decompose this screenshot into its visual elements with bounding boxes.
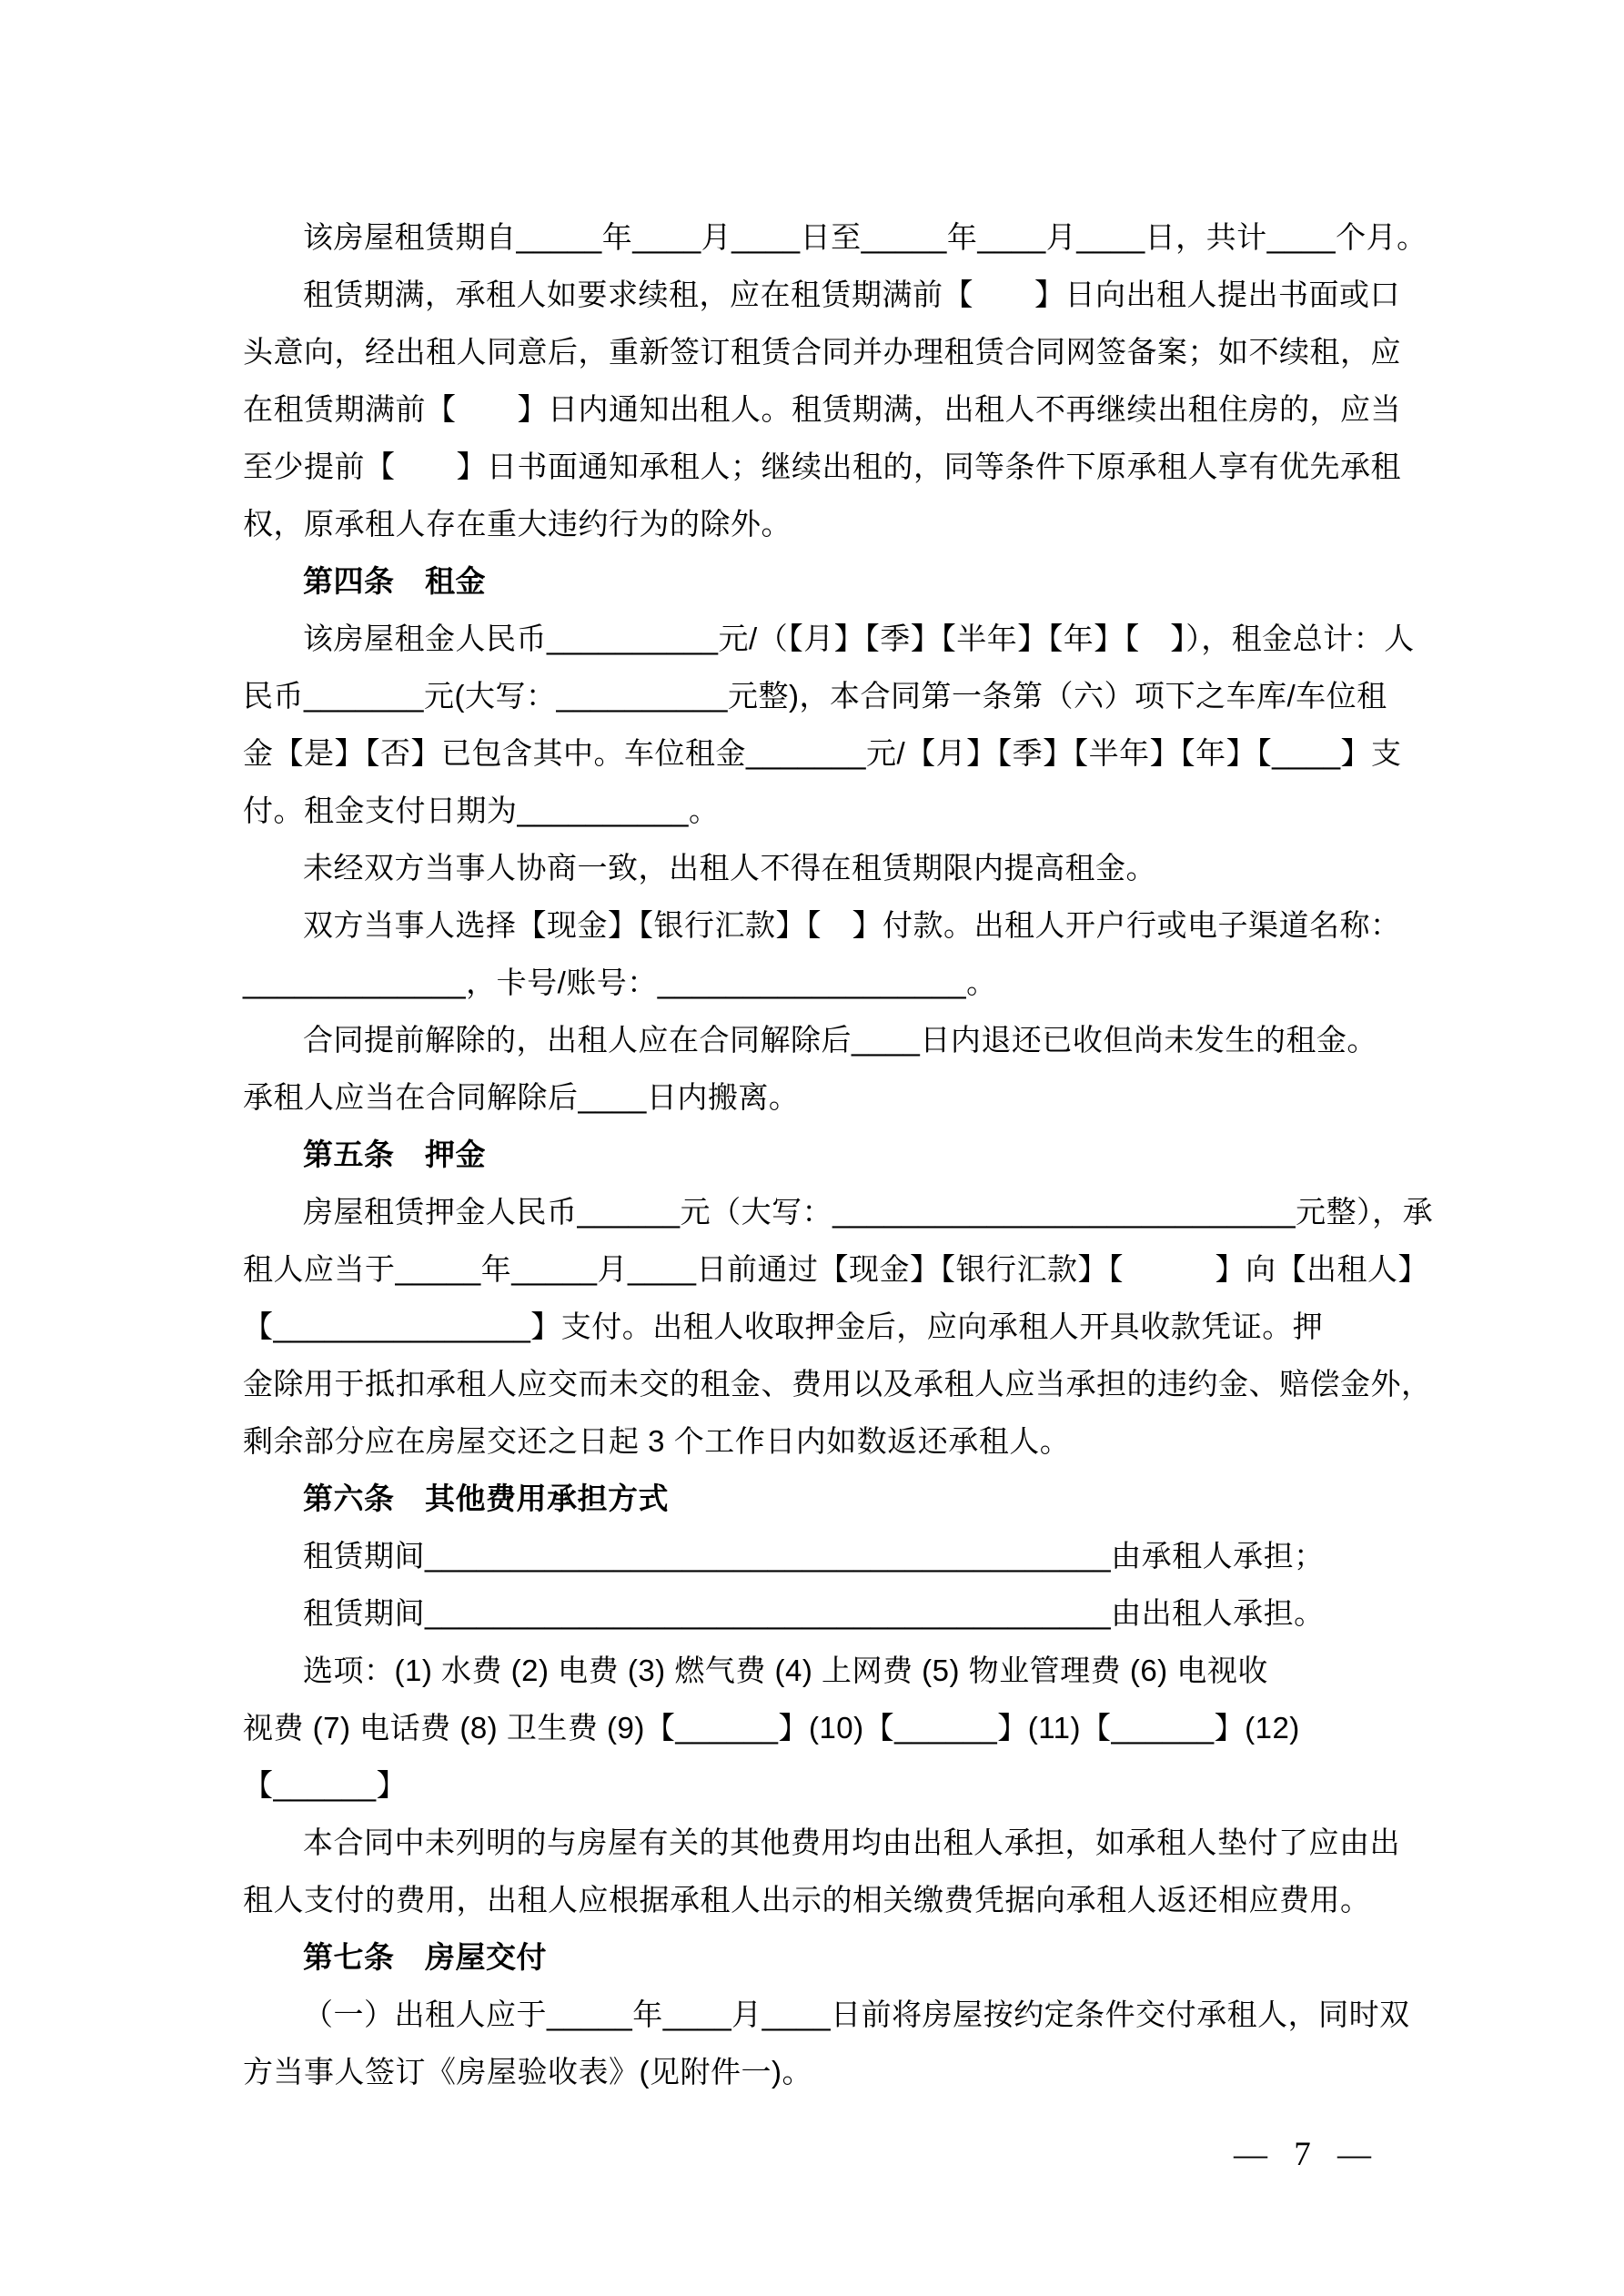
text-line: 租赁期间________________________________________由出租人承担。 (303, 1596, 1325, 1630)
text-line: 租人应当于_____年_____月____日前通过【现金】【银行汇款】【 】向【出租人】 (243, 1252, 1428, 1286)
text-line: 【_______________】支付。出租人收取押金后，应向承租人开具收款凭证。押 (243, 1310, 1324, 1343)
text-line: 房屋租赁押金人民币______元（大写：___________________________元整），承 (303, 1195, 1434, 1229)
text-line: 民币_______元(大写：__________元整)，本合同第一条第（六）项下之车库/车位租 (243, 679, 1387, 713)
text-line: 头意向，经出租人同意后，重新签订租赁合同并办理租赁合同网签备案；如不续租，应 (243, 335, 1401, 369)
text-line: 视费 (7) 电话费 (8) 卫生费 (9)【______】(10)【______】(11)【______】(12) (243, 1711, 1300, 1745)
clause-heading: 第四条 租金 (303, 564, 486, 598)
text-line: 【______】 (243, 1768, 408, 1802)
text-line: 承租人应当在合同解除后____日内搬离。 (243, 1080, 800, 1114)
text-line: 未经双方当事人协商一致，出租人不得在租赁期限内提高租金。 (303, 851, 1156, 885)
text-line: 方当事人签订《房屋验收表》(见附件一)。 (243, 2055, 812, 2089)
contract-body (243, 208, 1434, 2100)
text-line: （一）出租人应于_____年____月____日前将房屋按约定条件交付承租人，同时双 (303, 1998, 1410, 2031)
text-line: 本合同中未列明的与房屋有关的其他费用均由出租人承担，如承租人垫付了应由出 (303, 1826, 1400, 1859)
clause-heading: 第六条 其他费用承担方式 (303, 1482, 669, 1515)
clause-heading: 第七条 房屋交付 (303, 1940, 547, 1974)
text-line: 租赁期满，承租人如要求续租，应在租赁期满前【 】日向出租人提出书面或口 (303, 278, 1400, 311)
text-line: 租赁期间________________________________________由承租人承担； (303, 1539, 1325, 1573)
text-line: 金【是】【否】已包含其中。车位租金_______元/【月】【季】【半年】【年】【____】支 (243, 736, 1402, 770)
text-line: 该房屋租赁期自_____年____月____日至_____年____月____日，共计____个月。 (303, 220, 1427, 254)
text-line: 租人支付的费用，出租人应根据承租人出示的相关缴费凭据向承租人返还相应费用。 (243, 1883, 1371, 1917)
text-line: 该房屋租金人民币__________元/（【月】【季】【半年】【年】【 】），租金总计：人 (303, 622, 1415, 655)
text-line: 付。租金支付日期为__________。 (243, 794, 720, 827)
text-line: 权，原承租人存在重大违约行为的除外。 (243, 507, 792, 541)
clause-heading: 第五条 押金 (303, 1138, 486, 1171)
text-line: 在租赁期满前【 】日内通知出租人。租赁期满，出租人不再继续出租住房的，应当 (243, 392, 1401, 426)
page-number: — 7 — (1234, 2136, 1380, 2173)
text-line: 至少提前【 】日书面通知承租人；继续出租的，同等条件下原承租人享有优先承租 (243, 450, 1401, 483)
text-line: 合同提前解除的，出租人应在合同解除后____日内退还已收但尚未发生的租金。 (303, 1023, 1377, 1057)
text-line: _____________，卡号/账号：__________________。 (243, 966, 997, 999)
text-line: 金除用于抵扣承租人应交而未交的租金、费用以及承租人应当承担的违约金、赔偿金外， (243, 1367, 1432, 1401)
text-line: 剩余部分应在房屋交还之日起 3 个工作日内如数返还承租人。 (243, 1424, 1071, 1458)
text-line: 双方当事人选择【现金】【银行汇款】【 】付款。出租人开户行或电子渠道名称： (303, 908, 1401, 942)
text-line: 选项：(1) 水费 (2) 电费 (3) 燃气费 (4) 上网费 (5) 物业管理费 (6) 电视收 (303, 1654, 1268, 1687)
